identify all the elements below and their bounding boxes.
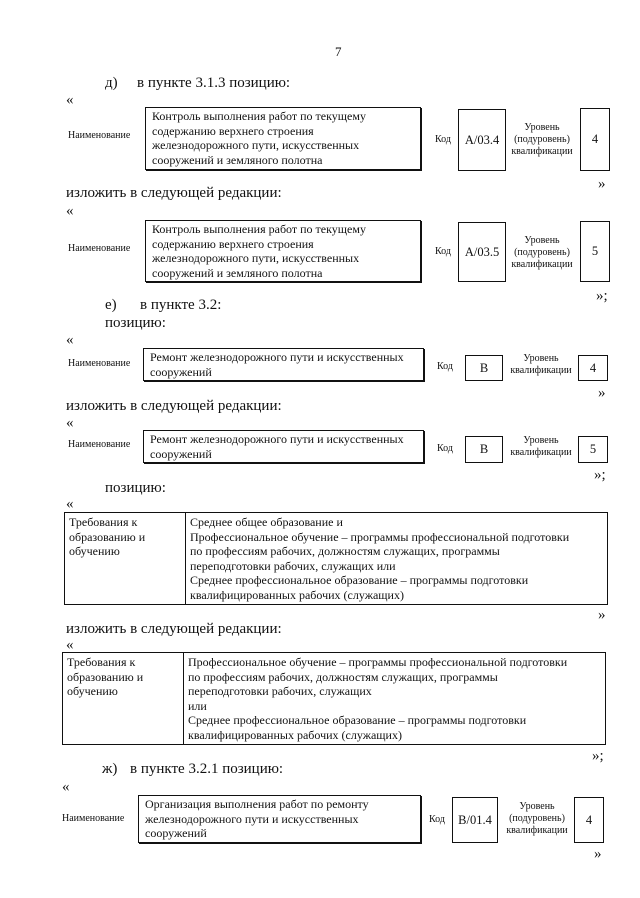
close-quote: »; (594, 467, 606, 483)
name-box: Контроль выполнения работ по текущему содержанию верхнего строения железнодорожного пути, искусственных сооружений и земляного полотна (145, 220, 421, 282)
name-label: Наименование (68, 243, 131, 254)
close-quote: »; (592, 748, 604, 764)
name-label: Наименование (68, 358, 131, 369)
requirements-text: Среднее общее образование и Профессиональное обучение – программы профессиональной подготовки по профессиям рабочих, должностям служащих, программы переподготовки рабочих, служащих или Среднее профессиональное образование – программы подготовки квалифицированных рабочих (служащих) (186, 513, 608, 605)
requirements-label: Требования к образованию и обучению (65, 513, 186, 605)
open-quote: « (66, 496, 74, 512)
code-label: Код (437, 361, 453, 372)
section-e-heading: в пункте 3.2: (140, 297, 222, 313)
close-quote: » (598, 607, 606, 623)
code-value: В (465, 436, 503, 463)
level-value: 4 (578, 355, 608, 381)
requirements-text: Профессиональное обучение – программы профессиональной подготовки по профессиям рабочих, должностям служащих, программы переподготовки рабочих, служащих или Среднее профессиональное образование – программы подготовки квалифицированных рабочих (служащих) (184, 653, 606, 745)
restate-text: изложить в следующей редакции: (66, 398, 282, 414)
section-zh-letter: ж) (102, 761, 118, 777)
section-e-letter: е) (105, 297, 117, 313)
section-d-letter: д) (105, 75, 118, 91)
section-e-sub2: позицию: (105, 480, 166, 496)
requirements-label: Требования к образованию и обучению (63, 653, 184, 745)
code-value: В (465, 355, 503, 381)
name-label: Наименование (62, 813, 125, 824)
level-value: 4 (574, 797, 604, 843)
name-box: Ремонт железнодорожного пути и искусственных сооружений (143, 348, 424, 381)
name-box: Контроль выполнения работ по текущему содержанию верхнего строения железнодорожного пути, искусственных сооружений и земляного полотна (145, 107, 421, 170)
restate-text: изложить в следующей редакции: (66, 185, 282, 201)
close-quote: » (598, 176, 606, 192)
open-quote: « (66, 92, 74, 108)
name-label: Наименование (68, 439, 131, 450)
name-label: Наименование (68, 130, 131, 141)
open-quote: « (66, 203, 74, 219)
restate-text: изложить в следующей редакции: (66, 621, 282, 637)
level-label: Уровень (подуровень) квалификации (511, 235, 573, 270)
level-value: 5 (578, 436, 608, 463)
level-label: Уровень (подуровень) квалификации (511, 122, 573, 157)
name-box: Организация выполнения работ по ремонту железнодорожного пути и искусственных сооружений (138, 795, 421, 843)
open-quote: « (66, 637, 74, 653)
code-label: Код (435, 134, 451, 145)
requirements-table-new (62, 652, 606, 745)
level-label: Уровень (подуровень) квалификации (506, 801, 568, 836)
open-quote: « (66, 415, 74, 431)
close-quote: » (594, 846, 602, 862)
name-box: Ремонт железнодорожного пути и искусственных сооружений (143, 430, 424, 463)
section-d-heading: в пункте 3.1.3 позицию: (137, 75, 291, 91)
close-quote: »; (596, 288, 608, 304)
open-quote: « (62, 779, 70, 795)
code-value: А/03.4 (458, 109, 506, 171)
open-quote: « (66, 332, 74, 348)
code-label: Код (429, 814, 445, 825)
section-e-sub: позицию: (105, 315, 166, 331)
close-quote: » (598, 385, 606, 401)
section-zh-heading: в пункте 3.2.1 позицию: (130, 761, 284, 777)
requirements-table-old (64, 512, 608, 605)
code-label: Код (437, 443, 453, 454)
code-label: Код (435, 246, 451, 257)
level-value: 4 (580, 108, 610, 171)
code-value: А/03.5 (458, 222, 506, 282)
level-label: Уровень квалификации (510, 353, 572, 376)
level-value: 5 (580, 221, 610, 282)
level-label: Уровень квалификации (510, 435, 572, 458)
page-number: 7 (335, 44, 342, 59)
code-value: В/01.4 (452, 797, 498, 843)
